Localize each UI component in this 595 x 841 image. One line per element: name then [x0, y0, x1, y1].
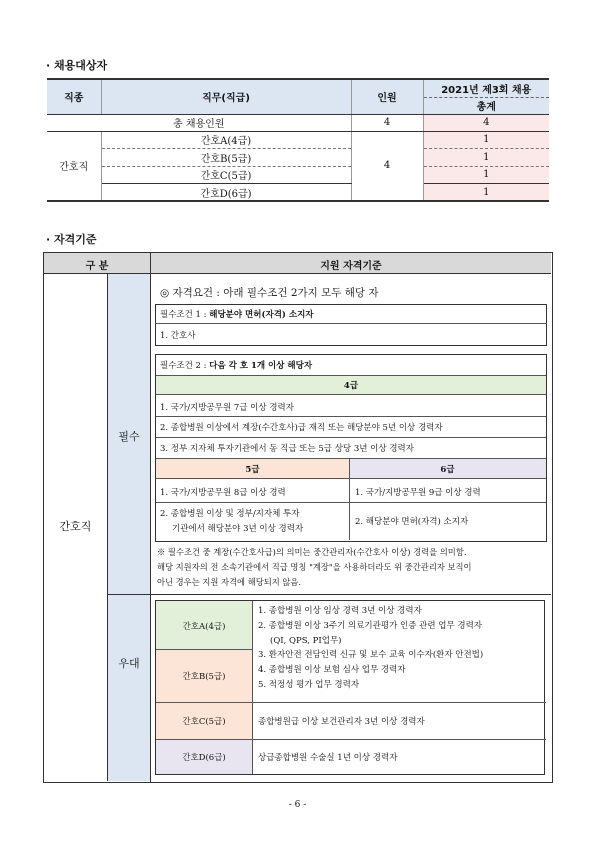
- condition2-prefix: 필수조건 2 :: [160, 361, 210, 371]
- grade5-item: 1. 국가/지방공무원 8급 이상 경력: [160, 488, 286, 498]
- total-recruit-label: 총 채용인원: [47, 114, 351, 131]
- pref-D-item: 상급종합병원 수술실 1년 이상 경력자: [258, 753, 398, 763]
- divider: [156, 502, 546, 503]
- pref-C-item: 종합병원급 이상 보건관리자 3년 이상 경력자: [258, 717, 425, 727]
- divider: [155, 323, 547, 324]
- condition1-prefix: 필수조건 1 :: [160, 310, 210, 320]
- required-label: 필수: [118, 430, 140, 443]
- grade4-item: 2. 종합병원 이상에서 계장(수간호사)급 재직 또는 해당분야 5년 이상 경력자: [160, 423, 443, 433]
- pref-AB-items: [258, 604, 483, 693]
- total-count: 4: [351, 114, 423, 131]
- position-row: 간호D(6급): [101, 184, 351, 202]
- divider: [252, 601, 253, 774]
- value-row: 1: [423, 184, 549, 202]
- grade5-label: 5급: [245, 465, 260, 475]
- pref-item: 2. 종합병원 이상 3주기 의료기관평가 인증 관련 업무 경력자: [258, 620, 482, 631]
- pref-B-label: 간호B(5급): [182, 672, 226, 682]
- divider: [151, 594, 551, 595]
- condition1-title: 해당분야 면허(자격) 소지자: [209, 310, 314, 320]
- pref-item: 1. 종합병원 이상 임상 경력 3년 이상 경력자: [258, 606, 422, 616]
- pref-item: 4. 종합병원 이상 보험 심사 업무 경력자: [258, 665, 406, 676]
- position-row: 간호C(5급): [101, 166, 351, 184]
- preferred-label: 우대: [118, 657, 140, 670]
- preferred-column: [108, 595, 150, 781]
- condition1-item: 1. 간호사: [160, 331, 196, 341]
- note-line: 아닌 경우는 지원 자격에 해당되지 않음.: [157, 577, 302, 587]
- divider: [156, 416, 546, 417]
- position-row: 간호B(5급): [101, 149, 351, 167]
- grade6-label: 6급: [440, 465, 455, 475]
- grade5-item: 2. 종합병원 이상 및 정부/지자체 투자: [160, 509, 300, 519]
- pref-C-label: 간호C(5급): [182, 717, 226, 727]
- head-recruit-round: 2021년 제3회 채용: [423, 79, 549, 97]
- head-count: 인원: [351, 79, 423, 114]
- divider: [349, 479, 350, 540]
- requirement-intro: ◎ 자격요건 : 아래 필수조건 2가지 모두 해당 자: [160, 287, 379, 299]
- value-row: 1: [423, 166, 549, 184]
- grade4-label: 4급: [343, 381, 359, 391]
- section-title-recruit: · 채용대상자: [46, 59, 108, 72]
- pref-item: (QI, QPS, PI업무): [270, 635, 342, 646]
- pref-A-label: 간호A(4급): [182, 622, 226, 632]
- head-class: 구 분: [85, 261, 109, 272]
- head-position: 직무(직급): [101, 79, 351, 114]
- condition2-title: 다음 각 호 1개 이상 해당자: [209, 361, 313, 371]
- section-title-qualification: · 자격기준: [46, 233, 97, 246]
- grade6-item: 1. 국가/지방공무원 9급 이상 경력: [355, 488, 481, 498]
- value-row: 1: [423, 149, 549, 167]
- job-type-nursing: 간호직: [47, 131, 101, 201]
- head-total: 총계: [423, 97, 549, 114]
- pref-item: 5. 적정성 평가 업무 경력자: [258, 679, 360, 690]
- divider: [150, 253, 151, 782]
- note-line: ※ 필수조건 중 계장(수간호사급)의 의미는 중간관리자(수간호사 이상) 경력을 의미함.: [157, 547, 467, 557]
- note-line: 해당 지원자의 전 소속기관에서 직급 명칭 "계장"을 사용하더라도 위 중간관리자 보직이: [157, 562, 472, 572]
- job-type-nursing-label: 간호직: [59, 520, 92, 533]
- condition2-heading: [160, 359, 312, 371]
- value-row: 1: [423, 131, 549, 149]
- page-number: - 6 -: [288, 800, 307, 810]
- head-job-type: 직종: [47, 79, 101, 114]
- grade6-item: 2. 해당분야 면허(자격) 소지자: [355, 517, 469, 527]
- pref-D-label: 간호D(6급): [182, 753, 226, 763]
- divider: [156, 437, 546, 438]
- grade4-item: 1. 국가/지방공무원 7급 이상 경력자: [160, 403, 294, 413]
- total-value: 4: [423, 114, 549, 131]
- grade4-item: 3. 정부 지자체 투자기관에서 동 직급 또는 5급 상당 3년 이상 경력자: [160, 444, 414, 454]
- note: [157, 545, 547, 590]
- position-row: 간호A(4급): [101, 131, 351, 149]
- pref-item: 3. 환자안전 전담인력 신규 및 보수 교육 이수자(환자 안전법): [258, 650, 484, 661]
- condition1-heading: [160, 308, 314, 320]
- recruit-table: [47, 78, 549, 202]
- group-count: 4: [351, 131, 423, 201]
- grade5-item: 기관에서 해당분야 3년 이상 경력자: [172, 524, 304, 534]
- head-criteria: 지원 자격기준: [320, 261, 382, 272]
